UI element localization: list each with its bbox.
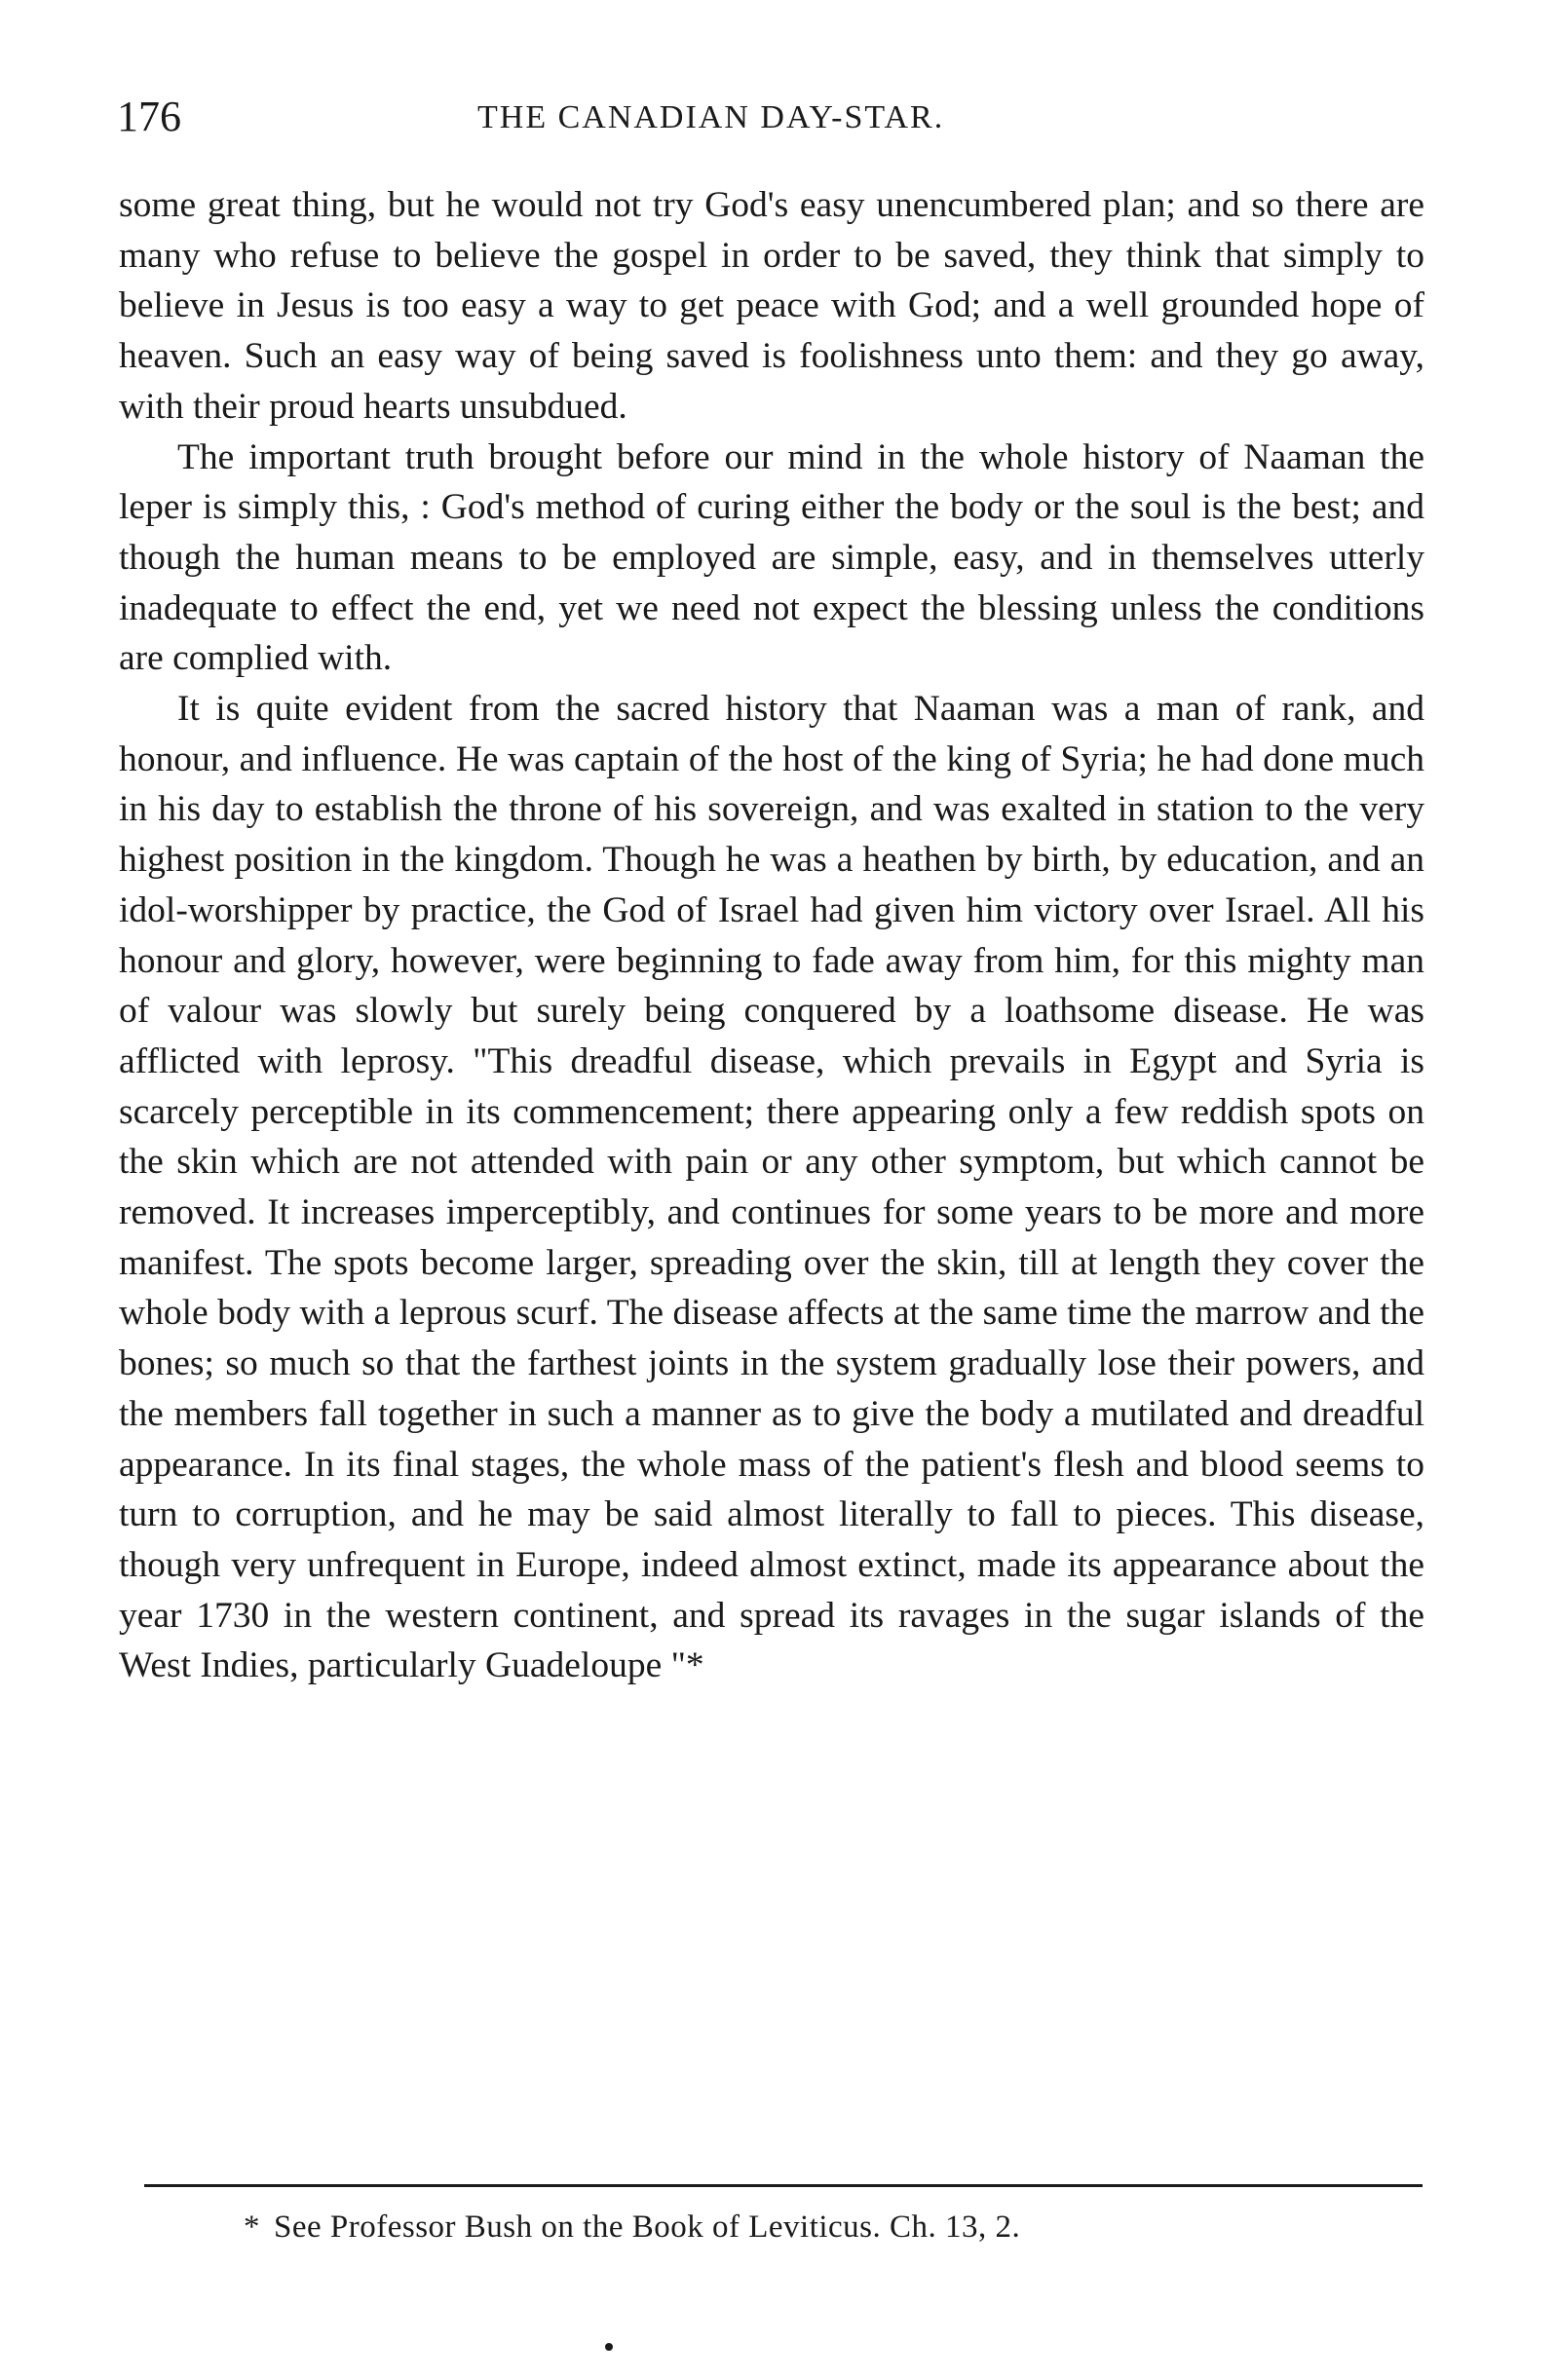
body-text (119, 180, 1424, 1691)
paragraph-important-truth: The important truth brought before our mind in the whole history of Naaman the leper is simply this, : God's method of curing either the body or the soul is the best; and though the human means to be employed are simple, easy, and in themselves utterly inadequate to effect the end, yet we need not expect the blessing unless the conditions are complied with. (119, 436, 1424, 679)
paragraph-continuation: some great thing, but he would not try God's easy unencumbered plan; and so there are many who refuse to believe the gospel in order to be saved, they think that simply to believe in Jesus is too easy a way to get peace with God; and a well grounded hope of heaven. Such an easy way of being saved is foolishness unto them: and they go away, with their proud hearts unsubdued. (119, 185, 1424, 427)
footnote (244, 2204, 1020, 2250)
running-title: THE CANADIAN DAY-STAR. (477, 99, 945, 135)
ink-speck (605, 2343, 613, 2351)
running-head (117, 88, 1423, 146)
paragraph-naaman-history: It is quite evident from the sacred history that Naaman was a man of rank, and honour, and influence. He was captain of the host of the king of Syria; he had done much in his day to establish the throne of his sovereign, and was exalted in station to the very highest position in the kingdom. Though he was a heathen by birth, by education, and an idol-worshipper by practice, the God of Israel had given him victory over Israel. All his honour and glory, however, were beginning to fade away from him, for this mighty man of valour was slowly but surely being conquered by a loathsome disease. He was afflicted with leprosy. "This dreadful disease, which prevails in Egypt and Syria is scarcely perceptible in its commencement; there appearing only a few reddish spots on the skin which are not attended with pain or any other symptom, but which cannot be removed. It increases imperceptibly, and continues for some years to be more and more manifest. The spots become larger, spreading over the skin, till at length they cover the whole body with a leprous scurf. The disease affects at the same time the marrow and the bones; so much so that the farthest joints in the system gradually lose their powers, and the members fall together in such a manner as to give the body a mutilated and dreadful appearance. In its final stages, the whole mass of the patient's flesh and blood seems to turn to corruption, and he may be said almost literally to fall to pieces. This disease, though very unfrequent in Europe, indeed almost extinct, made its appearance about the year 1730 in the western continent, and spread its ravages in the sugar islands of the West Indies, particularly Guadeloupe "* (119, 689, 1424, 1686)
footnote-marker: * (244, 2210, 260, 2245)
footnote-text: See Professor Bush on the Book of Leviticus. Ch. 13, 2. (274, 2210, 1021, 2245)
page-number: 176 (117, 93, 181, 140)
footnote-divider (144, 2184, 1423, 2187)
